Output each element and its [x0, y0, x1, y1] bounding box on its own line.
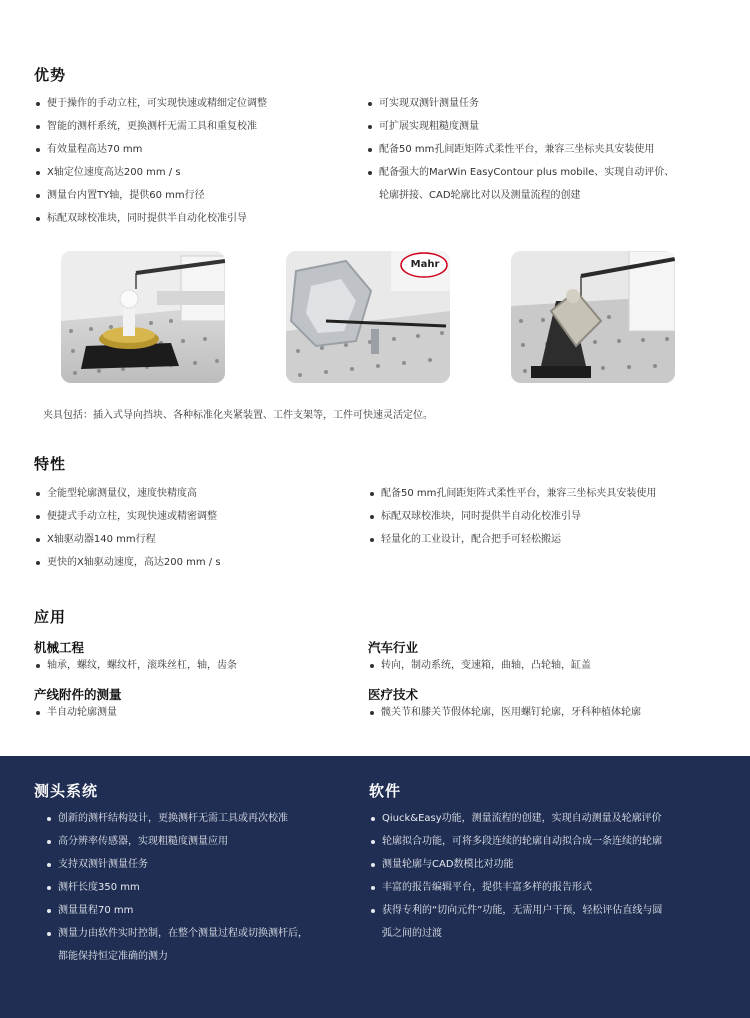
bullet-icon — [36, 515, 40, 519]
bullet-icon — [36, 538, 40, 542]
list-item: 便于操作的手动立柱，可实现快速或精细定位调整 — [34, 92, 267, 115]
list-item-continuation: 轮廓拼接、CAD轮廓比对以及测量流程的创建 — [379, 190, 581, 201]
list-item: 便捷式手动立柱，实现快速或精密调整 — [34, 505, 221, 528]
list-item: 测量轮廓与CAD数模比对功能 — [369, 853, 662, 876]
bullet-icon — [371, 886, 375, 890]
bullet-icon — [47, 840, 51, 844]
product-photo-3 — [511, 251, 675, 383]
list-item: 高分辨率传感器，实现粗糙度测量应用 — [45, 830, 308, 853]
application-group-list — [368, 654, 591, 677]
list-item: 全能型轮廓测量仪，速度快精度高 — [34, 482, 221, 505]
bullet-icon — [36, 561, 40, 565]
probe-photo-illustration — [286, 251, 450, 383]
bullet-icon — [47, 886, 51, 890]
product-photo-2 — [286, 251, 450, 383]
bullet-icon — [371, 863, 375, 867]
bullet-icon — [36, 664, 40, 668]
dark-panel — [0, 756, 750, 1018]
bullet-icon — [36, 194, 40, 198]
bullet-icon — [368, 171, 372, 175]
list-item: 测量台内置TY轴，提供60 mm行径 — [34, 184, 267, 207]
application-group-title: 产线附件的测量 — [34, 687, 122, 702]
list-item: Qiuck&Easy功能，测量流程的创建，实现自动测量及轮廓评价 — [369, 807, 662, 830]
list-item: 标配双球校准块，同时提供半自动化校准引导 — [34, 207, 267, 230]
bullet-icon — [36, 217, 40, 221]
list-item: 可实现双测针测量任务 — [366, 92, 674, 115]
list-item: 测量力由软件实时控制，在整个测量过程或切换测杆后， — [45, 922, 308, 945]
clamp-photo-illustration — [511, 251, 675, 383]
list-item: X轴驱动器140 mm行程 — [34, 528, 221, 551]
list-item: 髋关节和膝关节假体轮廓，医用螺钉轮廓，牙科种植体轮廓 — [368, 701, 641, 724]
bullet-icon — [47, 863, 51, 867]
bullet-icon — [370, 711, 374, 715]
bullet-icon — [368, 148, 372, 152]
fixture-caption: 夹具包括：插入式导向挡块、各种标准化夹紧装置、工件支架等，工件可快速灵活定位。 — [43, 410, 433, 421]
list-item: 半自动轮廓测量 — [34, 701, 117, 724]
bullet-icon — [36, 492, 40, 496]
list-item: 有效量程高达70 mm — [34, 138, 267, 161]
list-item: 可扩展实现粗糙度测量 — [366, 115, 674, 138]
bullet-icon — [36, 171, 40, 175]
list-item-continuation: 弧之间的过渡 — [382, 928, 442, 939]
application-group-list — [368, 701, 641, 724]
bullet-icon — [368, 125, 372, 129]
bullet-icon — [371, 817, 375, 821]
bullet-icon — [370, 538, 374, 542]
bullet-icon — [36, 125, 40, 129]
list-item: 配备强大的MarWin EasyContour plus mobile、实现自动评价、 — [366, 161, 674, 184]
list-item: 标配双球校准块，同时提供半自动化校准引导 — [368, 505, 656, 528]
fixture-photo-illustration — [61, 251, 225, 383]
probe-system-list — [45, 807, 308, 968]
list-item: 轮廓拟合功能，可将多段连续的轮廓自动拟合成一条连续的轮廓 — [369, 830, 662, 853]
features-right-list — [368, 482, 656, 551]
list-item: 配备50 mm孔间距矩阵式柔性平台，兼容三坐标夹具安装使用 — [366, 138, 674, 161]
bullet-icon — [368, 102, 372, 106]
list-item: 更快的X轴驱动速度，高达200 mm / s — [34, 551, 221, 574]
list-item: 支持双测针测量任务 — [45, 853, 308, 876]
probe-system-title: 测头系统 — [34, 782, 99, 800]
bullet-icon — [370, 492, 374, 496]
advantages-left-list — [34, 92, 267, 230]
list-item: 测杆长度350 mm — [45, 876, 308, 899]
bullet-icon — [36, 711, 40, 715]
list-item: 丰富的报告编辑平台，提供丰富多样的报告形式 — [369, 876, 662, 899]
application-group-list — [34, 654, 237, 677]
application-group-title: 机械工程 — [34, 640, 85, 655]
list-item: 轻量化的工业设计，配合把手可轻松搬运 — [368, 528, 656, 551]
bullet-icon — [36, 102, 40, 106]
product-photo-1 — [61, 251, 225, 383]
list-item: X轴定位速度高达200 mm / s — [34, 161, 267, 184]
bullet-icon — [371, 909, 375, 913]
list-item-continuation: 都能保持恒定准确的测力 — [58, 951, 168, 962]
bullet-icon — [47, 817, 51, 821]
bullet-icon — [36, 148, 40, 152]
application-group-title: 医疗技术 — [368, 687, 419, 702]
software-title: 软件 — [369, 782, 402, 800]
advantages-title: 优势 — [34, 66, 67, 84]
list-item: 测量量程70 mm — [45, 899, 308, 922]
list-item: 轴承，螺纹，螺纹杆，滚珠丝杠，轴，齿条 — [34, 654, 237, 677]
application-group-list — [34, 701, 117, 724]
brand-label: Mahr — [410, 259, 440, 270]
applications-title: 应用 — [34, 608, 67, 626]
features-left-list — [34, 482, 221, 574]
software-list — [369, 807, 662, 945]
bullet-icon — [47, 932, 51, 936]
list-item: 智能的测杆系统，更换测杆无需工具和重复校准 — [34, 115, 267, 138]
bullet-icon — [370, 515, 374, 519]
bullet-icon — [47, 909, 51, 913]
list-item: 创新的测杆结构设计，更换测杆无需工具或再次校准 — [45, 807, 308, 830]
list-item: 转向，制动系统，变速箱，曲轴，凸轮轴，缸盖 — [368, 654, 591, 677]
list-item: 获得专利的“切向元件”功能，无需用户干预，轻松评估直线与圆 — [369, 899, 662, 922]
bullet-icon — [371, 840, 375, 844]
features-title: 特性 — [34, 455, 67, 473]
advantages-right-list — [366, 92, 674, 207]
list-item: 配备50 mm孔间距矩阵式柔性平台，兼容三坐标夹具安装使用 — [368, 482, 656, 505]
bullet-icon — [370, 664, 374, 668]
application-group-title: 汽车行业 — [368, 640, 419, 655]
